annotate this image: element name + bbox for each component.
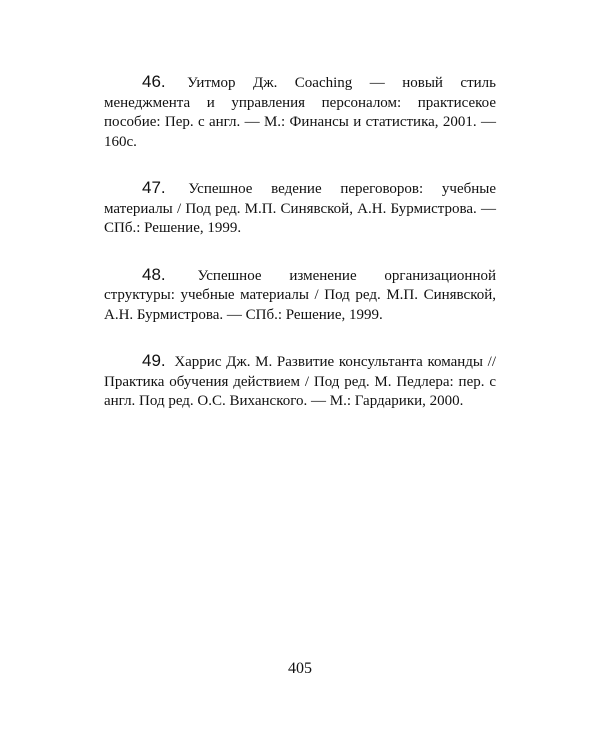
reference-item	[104, 178, 496, 239]
reference-text: Уитмор Дж. Coaching — новый стиль менеджмента и управления персоналом: практисекое пособие: Пер. с англ. — М.: Финансы и статистика, 2001. — 160с.	[104, 75, 496, 150]
reference-text: Харрис Дж. М. Развитие консультанта команды // Практика обучения действием / Под ред. М. Педлера: пер. с англ. Под ред. О.С. Виханского. — М.: Гардарики, 2000.	[104, 354, 497, 409]
reference-number: 46.	[142, 72, 166, 91]
reference-number: 48.	[142, 264, 166, 284]
reference-item	[104, 265, 496, 326]
reference-number: 47.	[142, 178, 166, 197]
page-number: 405	[288, 660, 312, 677]
reference-text: Успешное изменение организационной структуры: учебные материалы / Под ред. М.П. Синявской, А.Н. Бурмистрова. — СПб.: Решение, 1999.	[104, 267, 497, 323]
reference-item	[104, 72, 496, 152]
reference-number: 49.	[142, 351, 166, 370]
reference-item	[104, 351, 496, 412]
reference-list	[104, 72, 496, 438]
reference-text: Успешное ведение переговоров: учебные материалы / Под ред. М.П. Синявской, А.Н. Бурмистрова. — СПб.: Решение, 1999.	[104, 181, 496, 236]
